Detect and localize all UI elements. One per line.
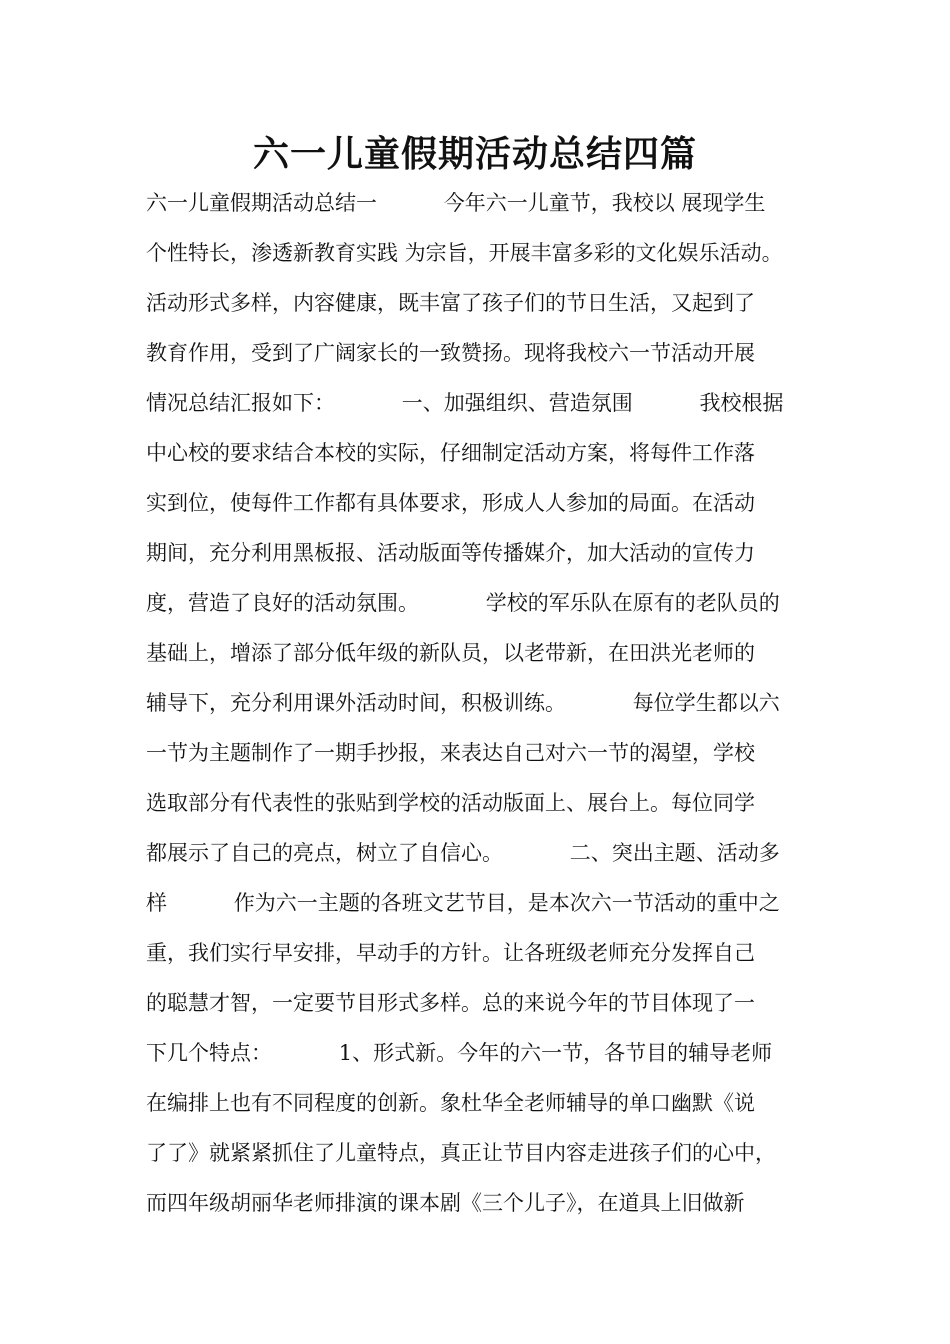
text-line: 下几个特点： 1、形式新。今年的六一节，各节目的辅导老师 <box>146 1041 773 1065</box>
document-body <box>146 178 826 1228</box>
text-line: 都展示了自己的亮点，树立了自信心。 二、突出主题、活动多 <box>146 841 780 865</box>
text-line: 实到位，使每件工作都有具体要求，形成人人参加的局面。在活动 <box>146 491 755 515</box>
text-line: 活动形式多样，内容健康，既丰富了孩子们的节日生活，又起到了 <box>146 291 755 315</box>
text-line: 个性特长，渗透新教育实践 为宗旨，开展丰富多彩的文化娱乐活动。 <box>146 241 783 265</box>
text-line: 期间，充分利用黑板报、活动版面等传播媒介，加大活动的宣传力 <box>146 541 755 565</box>
text-line: 的聪慧才智，一定要节目形式多样。总的来说今年的节目体现了一 <box>146 991 755 1015</box>
text-line: 重，我们实行早安排，早动手的方针。让各班级老师充分发挥自己 <box>146 941 755 965</box>
text-line: 六一儿童假期活动总结一 今年六一儿童节，我校以 展现学生 <box>146 191 766 215</box>
text-line: 在编排上也有不同程度的创新。象杜华全老师辅导的单口幽默《说 <box>146 1091 755 1115</box>
text-line: 而四年级胡丽华老师排演的课本剧《三个儿子》，在道具上旧做新 <box>146 1191 745 1215</box>
text-line: 一节为主题制作了一期手抄报，来表达自己对六一节的渴望，学校 <box>146 741 755 765</box>
text-line: 中心校的要求结合本校的实际，仔细制定活动方案，将每件工作落 <box>146 441 755 465</box>
text-line: 基础上，增添了部分低年级的新队员，以老带新，在田洪光老师的 <box>146 641 755 665</box>
document-title: 六一儿童假期活动总结四篇 <box>252 133 697 175</box>
text-line: 情况总结汇报如下： 一、加强组织、营造氛围 我校根据 <box>146 391 784 415</box>
text-line: 教育作用，受到了广阔家长的一致赞扬。现将我校六一节活动开展 <box>146 341 755 365</box>
text-line: 样 作为六一主题的各班文艺节目，是本次六一节活动的重中之 <box>146 891 780 915</box>
text-line: 辅导下，充分利用课外活动时间，积极训练。 每位学生都以六 <box>146 691 780 715</box>
text-line: 度，营造了良好的活动氛围。 学校的军乐队在原有的老队员的 <box>146 591 780 615</box>
text-line: 选取部分有代表性的张贴到学校的活动版面上、展台上。每位同学 <box>146 791 755 815</box>
text-line: 了了》就紧紧抓住了儿童特点，真正让节目内容走进孩子们的心中， <box>146 1141 776 1165</box>
